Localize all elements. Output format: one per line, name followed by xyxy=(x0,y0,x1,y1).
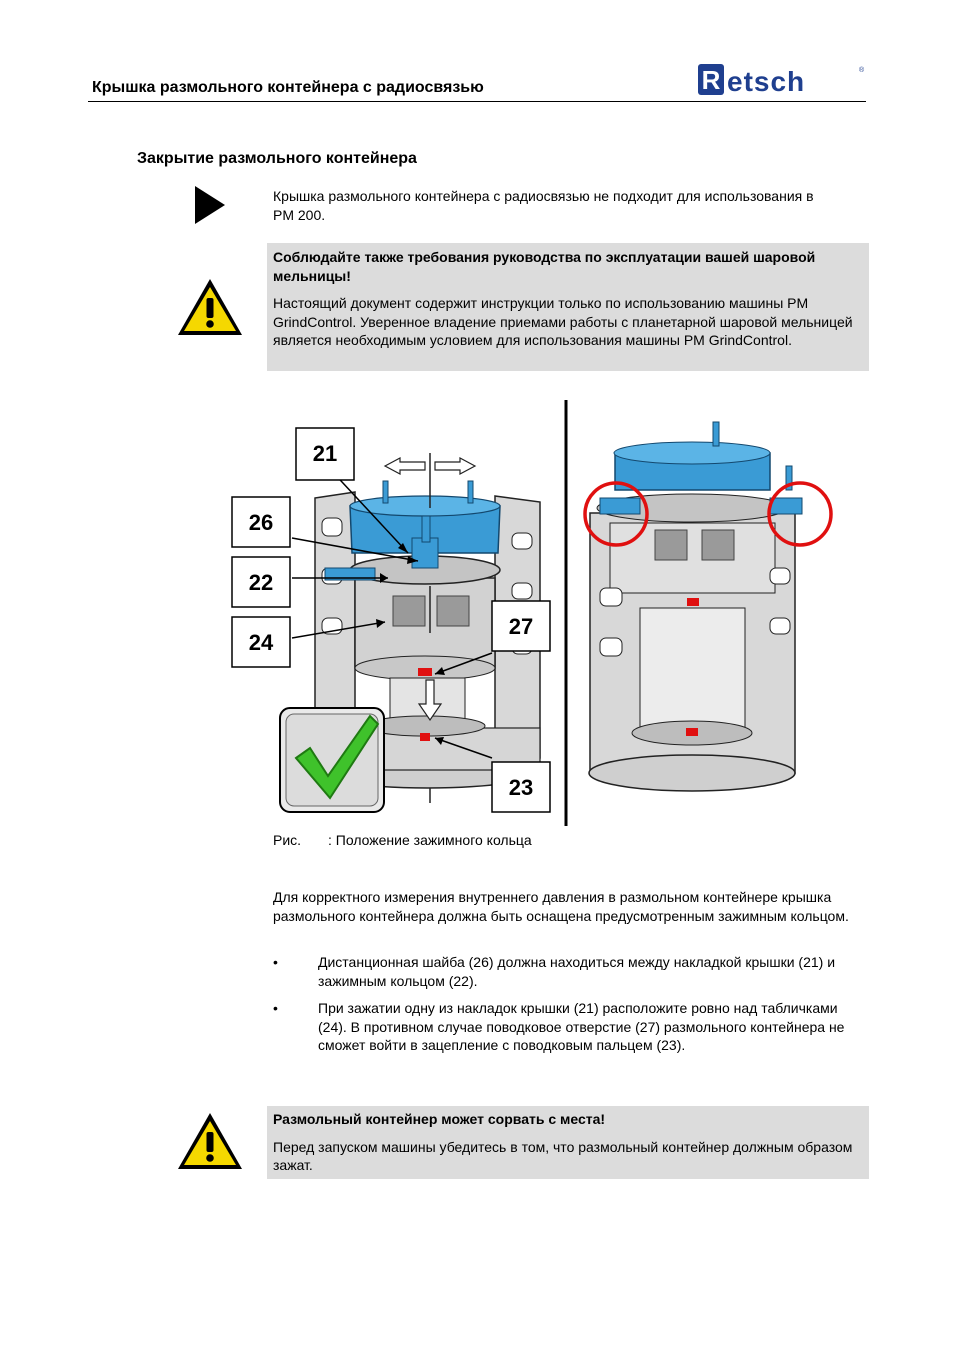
bullet-item xyxy=(273,953,863,993)
body-paragraph: Для корректного измерения внутреннего давления в размольном контейнере крышка размольного контейнера должна быть оснащена предусмотренным зажимным кольцом. xyxy=(273,889,849,924)
warning-body: Перед запуском машины убедитесь в том, что размольный контейнер должным образом зажат. xyxy=(273,1138,853,1173)
label-27: 27 xyxy=(508,614,534,639)
warning-box-container xyxy=(267,1106,869,1179)
container-left-illustration xyxy=(232,428,550,812)
play-arrow-icon xyxy=(193,184,227,226)
bullet-text: Дистанционная шайба (26) должна находиться между накладкой крышки (21) и зажимным кольцом (22). xyxy=(318,954,836,989)
label-23: 23 xyxy=(508,775,534,800)
warning-triangle-icon xyxy=(176,276,244,338)
bullet-mark: • xyxy=(273,1000,278,1016)
warning-title: Соблюдайте также требования руководства по эксплуатации вашей шаровой мельницы! xyxy=(273,249,816,284)
bullet-mark: • xyxy=(273,954,278,970)
svg-text:etsch: etsch xyxy=(727,66,806,97)
warning-body: Настоящий документ содержит инструкции только по использованию машины PM GrindControl. Уверенное владение приемами работы с планетарной шаровой мельницей является необходимым условием для использования машины PM GrindControl. xyxy=(273,295,853,348)
label-22: 22 xyxy=(248,570,274,595)
label-24: 24 xyxy=(248,630,274,655)
header-rule xyxy=(88,101,866,102)
warning-title: Размольный контейнер может сорвать с места! xyxy=(273,1111,606,1127)
caption-prefix: Рис. xyxy=(273,832,302,848)
label-21: 21 xyxy=(312,441,338,466)
bullet-item xyxy=(273,999,863,1079)
retsch-logo xyxy=(697,63,865,97)
header-title: Крышка размольного контейнера с радиосвязью xyxy=(92,79,484,96)
bullet-text: При зажатии одну из накладок крышки (21) расположите ровно над табличками (24). В противном случае поводковое отверстие (27) размольного контейнера не сможет войти в зацепление с поводковым пальцем (23). xyxy=(318,1000,845,1053)
clamping-ring-figure xyxy=(230,398,840,830)
svg-text:R: R xyxy=(701,65,721,95)
section-title: Закрытие размольного контейнера xyxy=(137,150,417,167)
label-26: 26 xyxy=(248,510,274,535)
warning-box-manual xyxy=(267,243,869,371)
container-right-illustration xyxy=(585,422,831,791)
warning-triangle-icon xyxy=(176,1110,244,1172)
note-text: Крышка размольного контейнера с радиосвязью не подходит для использования в PM 200. xyxy=(273,188,814,223)
svg-text:®: ® xyxy=(859,67,865,74)
caption-text: : Положение зажимного кольца xyxy=(328,832,532,848)
figure-caption xyxy=(273,832,532,848)
